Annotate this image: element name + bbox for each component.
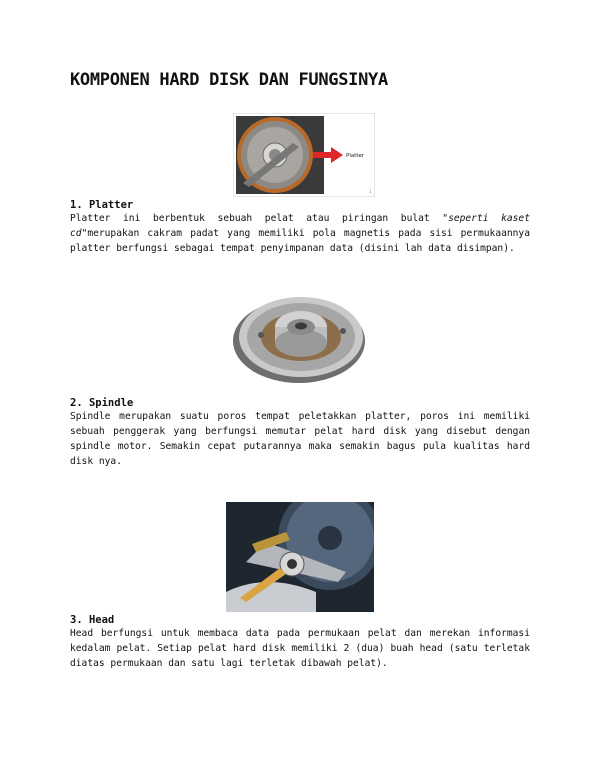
page-title: KOMPONEN HARD DISK DAN FUNGSINYA (70, 70, 388, 90)
head-figure (226, 502, 374, 612)
spindle-figure (229, 283, 369, 391)
section-heading-platter: 1. Platter (70, 199, 134, 211)
head-image (226, 502, 374, 612)
spindle-image (229, 283, 369, 391)
section-text-platter: Platter ini berbentuk sebuah pelat atau piringan bulat "seperti kaset cd"merupakan cakram padat yang memiliki pola magnetis pada sisi permukaannya platter berfungsi sebagai tempat penyimpanan data (disini lah data disimpan). (70, 213, 530, 254)
platter-image (233, 113, 375, 197)
section-text-spindle: Spindle merupakan suatu poros tempat peletakkan platter, poros ini memiliki sebuah penggerak yang berfungsi memutar pelat hard disk yang disebut dengan spindle motor. Semakin cepat putarannya maka semakin bagus pula kualitas hard disk nya. (70, 411, 530, 467)
section-heading-head: 3. Head (70, 614, 115, 626)
section-heading-spindle: 2. Spindle (70, 397, 134, 409)
platter-figure-page-number: 1 (369, 189, 372, 194)
platter-figure (233, 113, 375, 197)
platter-figure-label: Platter (346, 153, 365, 159)
section-text-head: Head berfungsi untuk membaca data pada permukaan pelat dan merekan informasi kedalam pelat. Setiap pelat hard disk memiliki 2 (dua) buah head (satu terletak diatas permukaan dan satu lagi terletak dibawah pelat). (70, 628, 530, 669)
